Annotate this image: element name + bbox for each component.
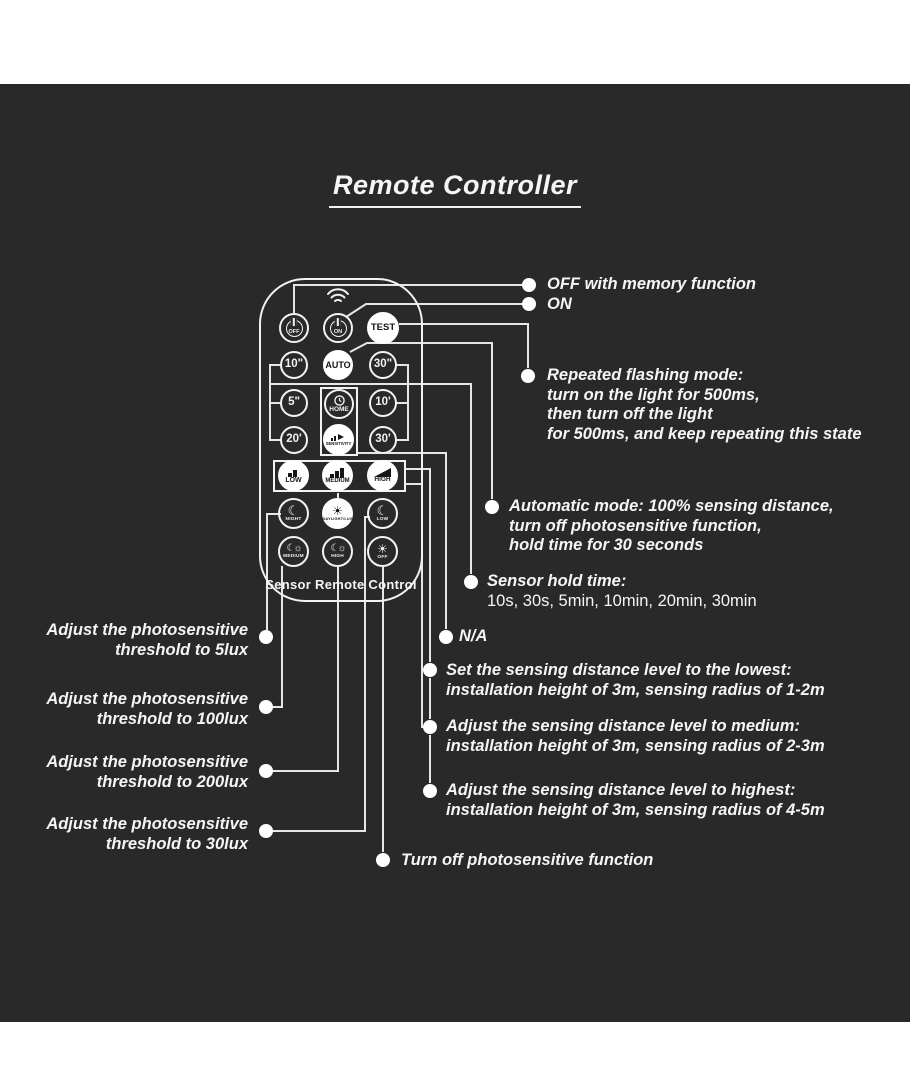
daylight-lux-button <box>322 498 353 529</box>
home-button <box>324 389 354 419</box>
annotation-detail: 10s, 30s, 5min, 10min, 20min, 30min <box>487 591 757 610</box>
annotation-threshold-200lux <box>28 753 248 792</box>
annotation-line: Automatic mode: 100% sensing distance, <box>509 497 834 515</box>
power-icon <box>286 320 303 337</box>
remote-footer-label: Sensor Remote Control <box>265 577 417 592</box>
off-button-label: OFF <box>288 328 300 335</box>
annotation-line: threshold to 200lux <box>96 772 248 791</box>
timer-20min-button <box>280 426 308 454</box>
sun-icon: ☀ <box>332 504 343 519</box>
annotation-line: Adjust the photosensitive <box>46 690 248 708</box>
on-button <box>323 313 353 343</box>
timer-30min-label: 30' <box>375 433 391 446</box>
annotation-automatic-mode <box>509 497 834 556</box>
distance-medium-label: MEDIUM <box>325 477 350 484</box>
annotation-line: Turn off photosensitive function <box>401 851 654 869</box>
annotation-na <box>459 627 487 647</box>
timer-10s-button <box>280 351 308 379</box>
on-button-label: ON <box>333 328 343 335</box>
distance-medium-button <box>322 460 353 491</box>
annotation-line: Repeated flashing mode: <box>547 366 744 384</box>
timer-5s-label: 5" <box>288 396 300 409</box>
lux-medium-label: MEDIUM <box>283 553 304 559</box>
clock-icon <box>334 395 345 406</box>
annotation-line: Adjust the photosensitive <box>46 815 248 833</box>
annotation-line: installation height of 3m, sensing radius of 2-3m <box>446 736 825 755</box>
bars-medium-icon <box>330 468 346 478</box>
annotation-line: Set the sensing distance level to the lowest: <box>446 661 792 679</box>
annotation-photosensitive-off <box>401 851 653 871</box>
annotation-line: for 500ms, and keep repeating this state <box>547 424 862 443</box>
distance-high-button <box>367 460 398 491</box>
distance-low-button <box>278 460 309 491</box>
annotation-line: Adjust the sensing distance level to highest: <box>446 781 796 799</box>
sensitivity-arrow-icon <box>331 433 346 441</box>
annotation-off-memory <box>547 275 756 295</box>
annotation-line: ON <box>547 295 572 313</box>
auto-button-label: AUTO <box>325 359 351 370</box>
bars-low-icon <box>287 468 301 477</box>
lux-high-button <box>322 536 353 567</box>
annotation-sensor-hold-time <box>487 572 757 611</box>
annotation-line: hold time for 30 seconds <box>509 536 704 554</box>
auto-button <box>323 350 353 380</box>
annotation-line: Adjust the sensing distance level to medium: <box>446 717 800 735</box>
lux-off-label: OFF <box>377 554 388 560</box>
night-button-label: NIGHT <box>285 517 302 523</box>
test-button <box>367 312 399 344</box>
annotation-threshold-5lux <box>28 621 248 660</box>
lux-medium-button <box>278 536 309 567</box>
annotation-on <box>547 295 572 315</box>
sensitivity-button-label: SENSITIVITY <box>325 440 352 446</box>
annotation-line: Adjust the photosensitive <box>46 753 248 771</box>
timer-5s-button <box>280 389 308 417</box>
lux-off-button <box>367 536 398 567</box>
lux-high-label: HIGH <box>331 553 344 559</box>
timer-10min-label: 10' <box>375 396 391 409</box>
power-icon <box>330 320 347 337</box>
night-button <box>278 498 309 529</box>
annotation-line: threshold to 30lux <box>105 834 248 853</box>
timer-10s-label: 10" <box>284 358 304 371</box>
annotation-line: threshold to 100lux <box>96 709 248 728</box>
annotation-line: N/A <box>459 627 488 645</box>
lux-low-button <box>367 498 398 529</box>
annotation-threshold-30lux <box>28 815 248 854</box>
annotation-distance-medium <box>446 717 825 756</box>
annotation-threshold-100lux <box>28 690 248 729</box>
daylight-lux-label: DAYLIGHT/LUX <box>322 517 353 522</box>
annotation-distance-highest <box>446 781 825 820</box>
moon-icon: ☾ <box>287 503 300 519</box>
timer-30min-button <box>369 426 397 454</box>
lux-low-label: LOW <box>376 517 389 523</box>
page-title: Remote Controller <box>329 170 581 208</box>
annotation-flashing-mode <box>547 366 862 444</box>
moon-icon: ☾ <box>376 503 389 519</box>
annotation-line: installation height of 3m, sensing radius of 1-2m <box>446 680 825 699</box>
timer-20min-label: 20' <box>286 433 302 446</box>
sensitivity-button <box>323 424 354 455</box>
page-title-wrap <box>0 170 910 208</box>
off-button <box>279 313 309 343</box>
distance-low-label: LOW <box>285 476 302 484</box>
wifi-icon <box>325 288 351 303</box>
annotation-line: installation height of 3m, sensing radius of 4-5m <box>446 800 825 819</box>
annotation-line: Adjust the photosensitive <box>46 621 248 639</box>
sun-icon: ☀ <box>377 541 388 556</box>
annotation-line: turn on the light for 500ms, <box>547 385 760 404</box>
distance-high-label: HIGH <box>374 475 391 483</box>
timer-30s-label: 30" <box>373 358 393 371</box>
annotation-line: Sensor hold time: <box>487 572 627 590</box>
timer-10min-button <box>369 389 397 417</box>
annotation-line: OFF with memory function <box>547 275 756 293</box>
moon-sun-icon: ☾☼ <box>286 542 301 554</box>
moon-sun-icon: ☾☼ <box>330 542 345 554</box>
annotation-line: turn off photosensitive function, <box>509 516 762 535</box>
annotation-line: then turn off the light <box>547 405 713 423</box>
home-button-label: HOME <box>329 405 349 413</box>
timer-30s-button <box>369 351 397 379</box>
annotation-distance-lowest <box>446 661 825 700</box>
test-button-label: TEST <box>370 322 396 334</box>
annotation-line: threshold to 5lux <box>115 640 248 659</box>
